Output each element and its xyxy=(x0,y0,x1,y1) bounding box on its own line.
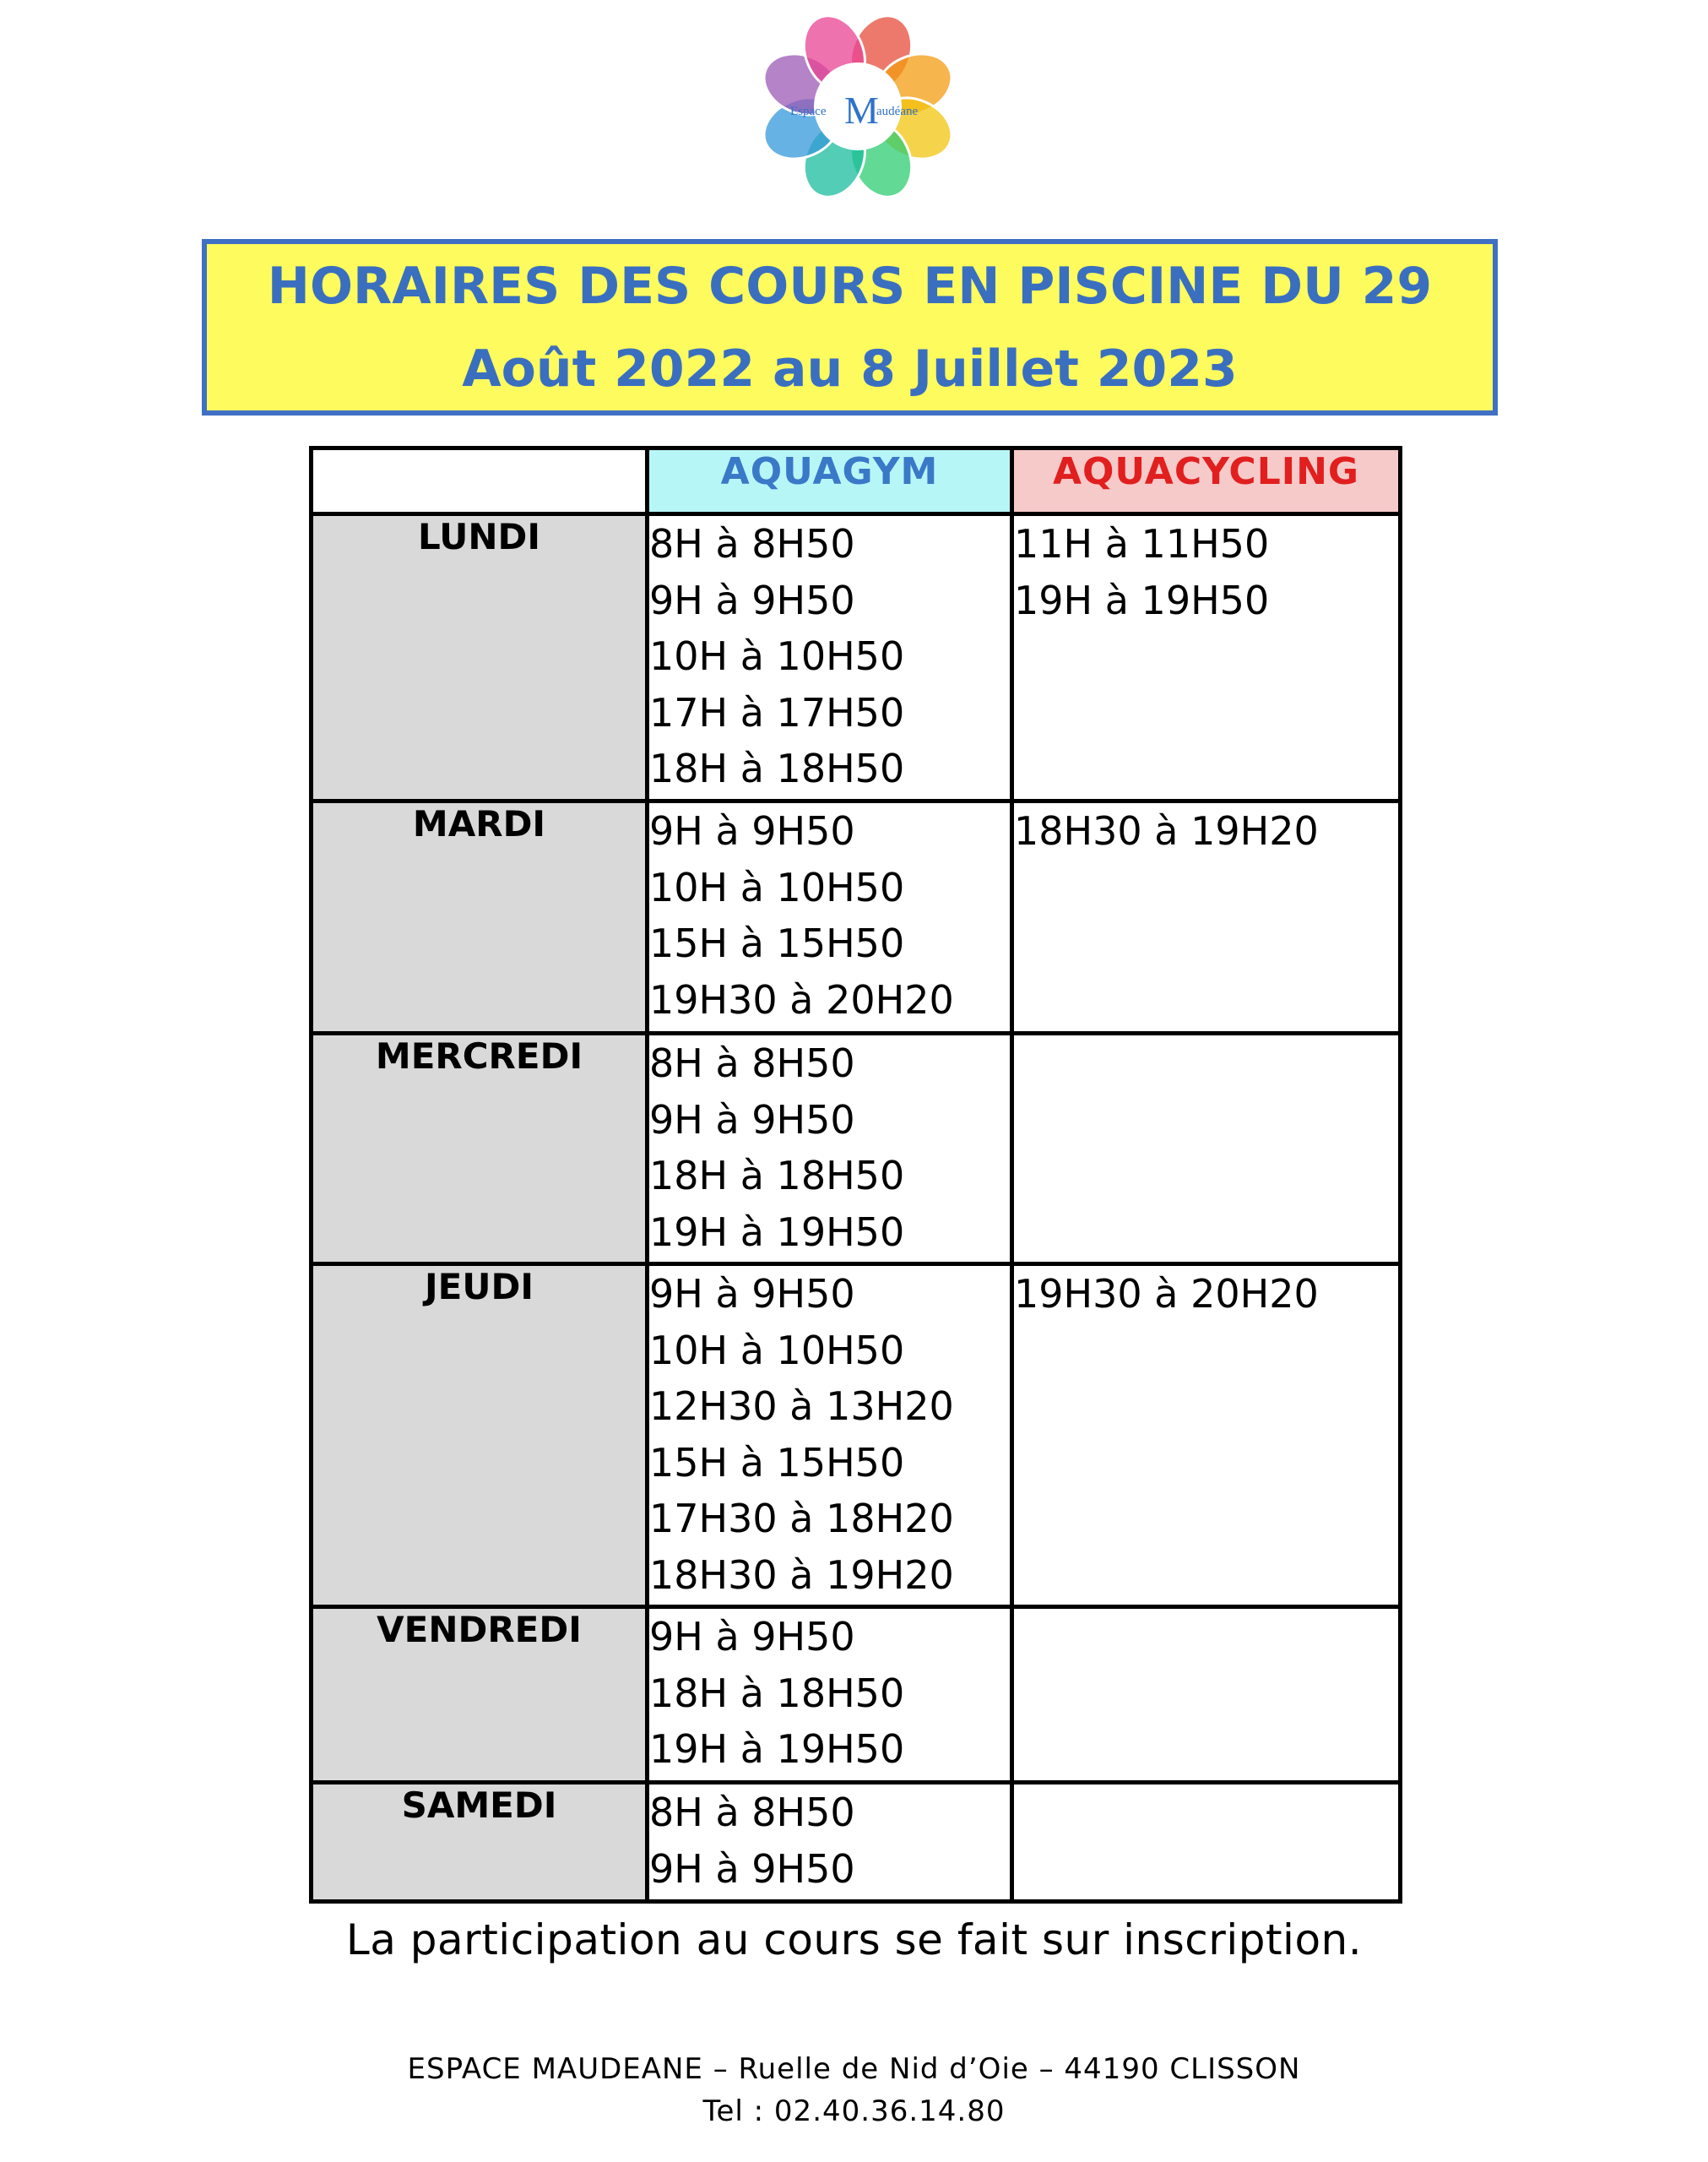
time-slot: 10H à 10H50 xyxy=(649,864,905,910)
header-blank-cell xyxy=(312,448,648,514)
day-cell: MERCREDI xyxy=(312,1034,648,1264)
aquagym-cell xyxy=(648,801,1012,1034)
header-aquagym: AQUAGYM xyxy=(648,448,1012,514)
aquacycling-cell xyxy=(1012,1264,1401,1607)
time-slot: 19H30 à 20H20 xyxy=(1014,1271,1319,1317)
logo xyxy=(750,5,966,208)
time-slot: 19H à 19H50 xyxy=(1014,577,1270,623)
footer-phone: Tel : 02.40.36.14.80 xyxy=(702,2094,1006,2128)
table-row xyxy=(312,1783,1401,1902)
aquagym-cell xyxy=(648,1264,1012,1607)
aquacycling-cell xyxy=(1012,1607,1401,1783)
day-cell: SAMEDI xyxy=(312,1783,648,1902)
time-slot: 15H à 15H50 xyxy=(649,1439,905,1486)
time-slot: 19H30 à 20H20 xyxy=(649,976,954,1023)
time-slot: 19H à 19H50 xyxy=(649,1726,905,1772)
schedule-table xyxy=(309,446,1402,1904)
time-slot: 18H à 18H50 xyxy=(649,1670,905,1716)
time-slot: 9H à 9H50 xyxy=(649,1845,855,1892)
time-slot: 19H à 19H50 xyxy=(649,1209,905,1255)
header-aquacycling: AQUACYCLING xyxy=(1012,448,1401,514)
title-box xyxy=(202,239,1498,416)
time-slot: 8H à 8H50 xyxy=(649,1790,855,1835)
flower-logo-icon xyxy=(750,5,966,208)
aquacycling-cell xyxy=(1012,801,1401,1034)
time-slot: 9H à 9H50 xyxy=(649,1096,855,1143)
table-row xyxy=(312,514,1401,801)
aquagym-cell xyxy=(648,1607,1012,1783)
day-cell: LUNDI xyxy=(312,514,648,801)
time-slot: 9H à 9H50 xyxy=(649,1271,855,1317)
logo-text-right: audéane xyxy=(876,105,919,118)
aquagym-cell xyxy=(648,514,1012,801)
time-slot: 11H à 11H50 xyxy=(1014,521,1270,567)
time-slot: 12H30 à 13H20 xyxy=(649,1383,954,1429)
time-slot: 9H à 9H50 xyxy=(649,808,855,854)
time-slot: 9H à 9H50 xyxy=(649,1614,855,1660)
title-line-1: HORAIRES DES COURS EN PISCINE DU 29 xyxy=(267,256,1433,316)
table-row xyxy=(312,1264,1401,1607)
day-cell: MARDI xyxy=(312,801,648,1034)
aquagym-cell xyxy=(648,1034,1012,1264)
table-row xyxy=(312,1034,1401,1264)
aquacycling-cell xyxy=(1012,1034,1401,1264)
day-cell: VENDREDI xyxy=(312,1607,648,1783)
aquacycling-cell xyxy=(1012,514,1401,801)
time-slot: 17H à 17H50 xyxy=(649,689,905,736)
footer-address: ESPACE MAUDEANE – Ruelle de Nid d’Oie – 44190 CLISSON xyxy=(407,2052,1301,2086)
time-slot: 10H à 10H50 xyxy=(649,633,905,679)
time-slot: 8H à 8H50 xyxy=(649,521,855,567)
footer xyxy=(0,2048,1708,2132)
time-slot: 10H à 10H50 xyxy=(649,1327,905,1373)
time-slot: 17H30 à 18H20 xyxy=(649,1496,954,1541)
time-slot: 18H30 à 19H20 xyxy=(649,1551,954,1598)
time-slot: 18H à 18H50 xyxy=(649,1153,905,1198)
time-slot: 15H à 15H50 xyxy=(649,921,905,966)
day-cell: JEUDI xyxy=(312,1264,648,1607)
time-slot: 18H30 à 19H20 xyxy=(1014,808,1319,854)
time-slot: 8H à 8H50 xyxy=(649,1040,855,1086)
logo-text-left: Espace xyxy=(790,105,827,118)
registration-note: La participation au cours se fait sur inscription. xyxy=(345,1915,1363,1964)
aquagym-cell xyxy=(648,1783,1012,1902)
title-line-2: Août 2022 au 8 Juillet 2023 xyxy=(462,339,1238,399)
table-row xyxy=(312,1607,1401,1783)
table-header-row xyxy=(312,448,1401,514)
logo-initial: M xyxy=(844,89,879,132)
time-slot: 9H à 9H50 xyxy=(649,577,855,623)
table-row xyxy=(312,801,1401,1034)
time-slot: 18H à 18H50 xyxy=(649,746,905,791)
aquacycling-cell xyxy=(1012,1783,1401,1902)
